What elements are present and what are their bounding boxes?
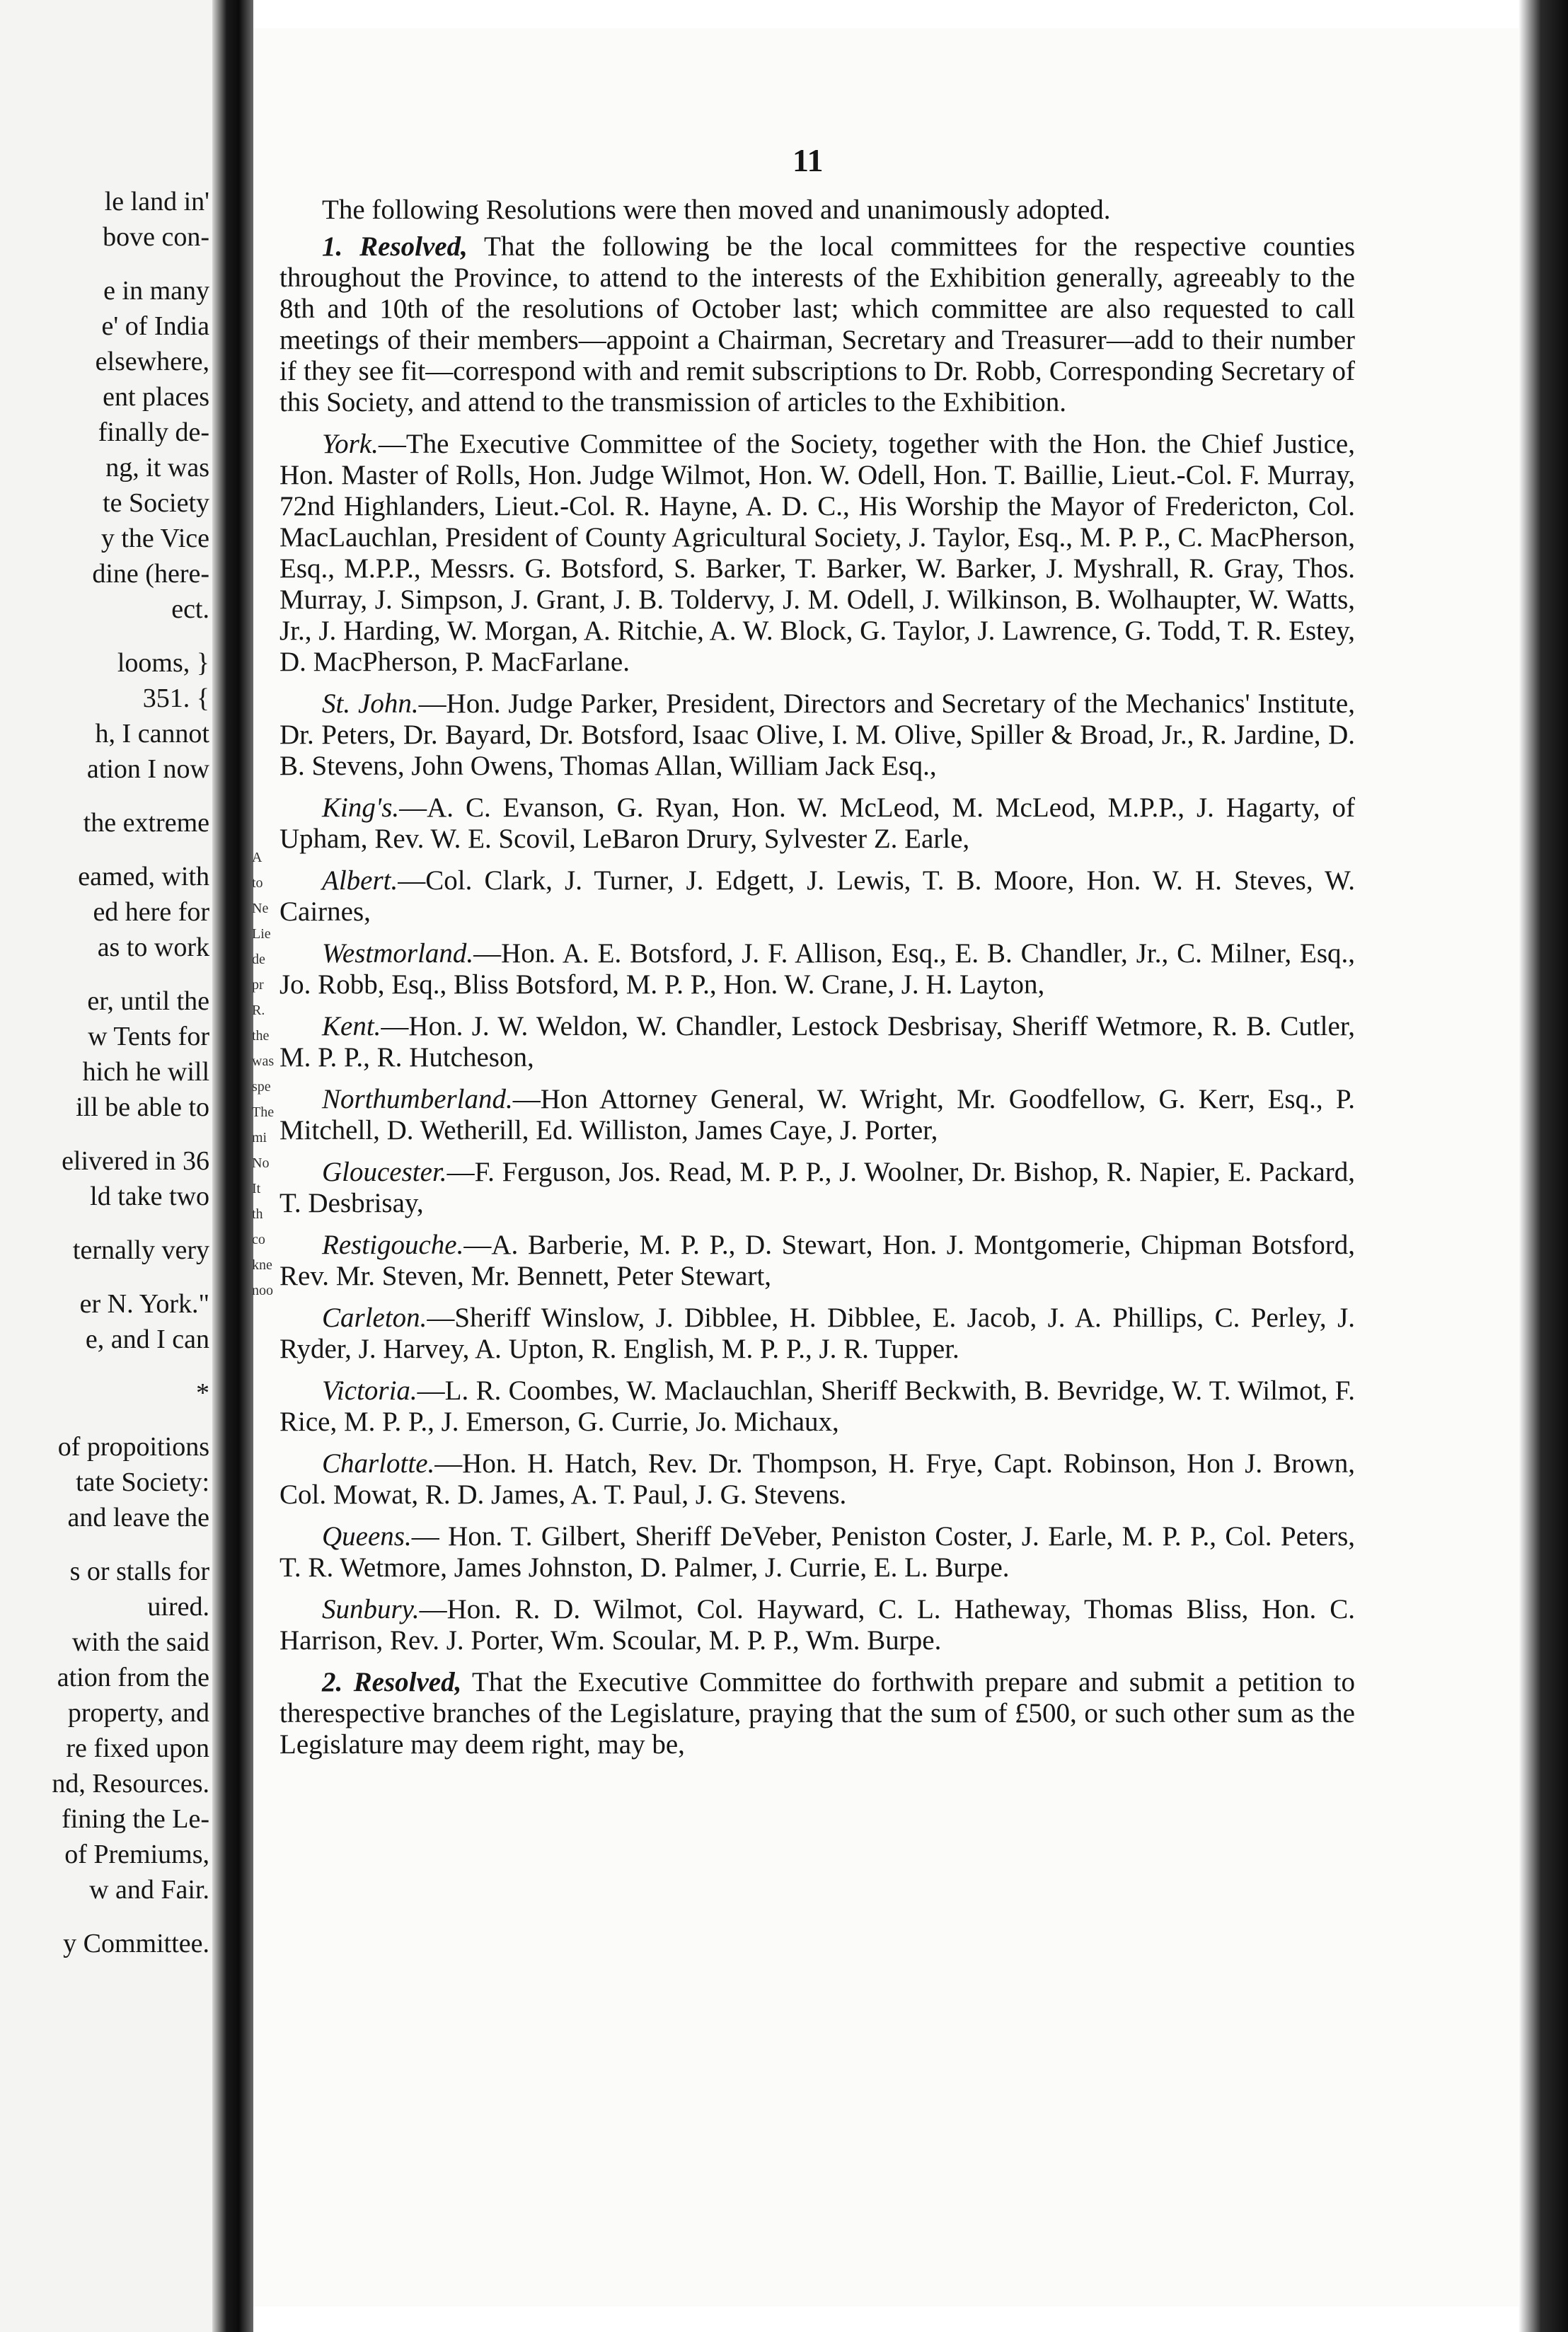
committee-entry — [279, 1375, 1355, 1438]
county-name: York. — [322, 429, 379, 459]
left-page-line: er, until the — [87, 986, 209, 1016]
margin-fragment: spe — [252, 1079, 271, 1095]
left-page-line: elsewhere, — [95, 347, 209, 376]
committee-entry — [279, 1448, 1355, 1511]
left-page-line: ternally very — [72, 1235, 209, 1265]
margin-fragment: noo — [252, 1283, 273, 1298]
committee-members: —A. C. Evanson, G. Ryan, Hon. W. McLeod, M. McLeod, M.P.P., J. Hagarty, of Upham, Rev. W. E. Scovil, LeBaron Drury, Sylvester Z. Earle, — [279, 792, 1355, 854]
left-page-line: 351. { — [142, 683, 209, 713]
left-page-line: eamed, with — [78, 862, 209, 891]
left-page-line: the extreme — [83, 808, 209, 838]
committee-members: —The Executive Committee of the Society, together with the Hon. the Chief Justice, Hon. Master of Rolls, Hon. Judge Wilmot, Hon. W. Odell, Hon. T. Baillie, Lieut.-Col. F. Murray, 72nd Highlanders, Lieut.-Col. R. Hayne, A. D. C., His Worship the Mayor of Fredericton, Col. MacLauchlan, President of County Agricultural Society, J. Taylor, Esq., M. P. P., C. MacPherson, Esq., M.P.P., Messrs. G. Botsford, S. Barker, T. Barker, W. Barker, J. Myshrall, R. Gray, Thos. Murray, J. Simpson, J. Grant, J. B. Toldervy, J. M. Odell, J. Wilkinson, B. Wolhaupter, W. Watts, Jr., J. Harding, W. Morgan, A. Ritchie, A. W. Block, G. Taylor, J. Lawrence, G. Todd, T. R. Estey, D. MacPherson, P. MacFarlane. — [279, 429, 1355, 677]
committee-list — [279, 429, 1355, 1656]
left-page-line: of propoitions — [57, 1432, 209, 1462]
margin-fragment: pr — [252, 977, 264, 993]
left-page-line: of Premiums, — [64, 1840, 209, 1869]
left-page-line: w and Fair. — [89, 1875, 209, 1905]
committee-entry — [279, 1303, 1355, 1365]
left-page-line: e in many — [103, 276, 209, 306]
page-body — [279, 195, 1355, 1771]
book-gutter — [212, 0, 253, 2332]
margin-fragment: Lie — [252, 926, 271, 942]
margin-fragment: A — [252, 850, 263, 865]
county-name: Gloucester. — [322, 1157, 447, 1187]
left-page-line: ect. — [171, 594, 209, 624]
left-page-line: ation from the — [57, 1663, 209, 1692]
left-page-line: ld take two — [90, 1182, 209, 1211]
county-name: Queens. — [322, 1521, 412, 1552]
committee-members: —Hon. Judge Parker, President, Directors and Secretary of the Mechanics' Institute, Dr. Peters, Dr. Bayard, Dr. Botsford, Isaac Olive, I. M. Olive, Spiller & Broad, Jr., R. Jardine, D. B. Stevens, John Owens, Thomas Allan, William Jack Esq., — [279, 688, 1355, 781]
county-name: Westmorland. — [322, 938, 474, 969]
left-page-line: bove con- — [103, 222, 209, 252]
left-page-line: hich he will — [82, 1057, 209, 1087]
committee-members: —Hon. H. Hatch, Rev. Dr. Thompson, H. Frye, Capt. Robinson, Hon J. Brown, Col. Mowat, R. D. James, A. T. Paul, J. G. Stevens. — [279, 1448, 1355, 1510]
committee-members: —F. Ferguson, Jos. Read, M. P. P., J. Woolner, Dr. Bishop, R. Napier, E. Packard, T. Desbrisay, — [279, 1157, 1355, 1218]
county-name: King's. — [322, 792, 400, 823]
left-page-line: with the said — [71, 1627, 209, 1657]
left-page-line: ill be able to — [76, 1092, 209, 1122]
margin-fragment: was — [252, 1054, 275, 1069]
committee-members: —Hon Attorney General, W. Wright, Mr. Goodfellow, G. Kerr, Esq., P. Mitchell, D. Wetherill, Ed. Williston, James Caye, J. Porter, — [279, 1084, 1355, 1145]
left-page-line: * — [196, 1378, 209, 1408]
left-page-line: nd, Resources. — [52, 1769, 209, 1799]
resolution-2-text: That the Executive Committee do forthwith prepare and submit a petition to therespective branches of the Legislature, praying that the sum of £500, or such other sum as the Legislature may deem right, may be, — [279, 1667, 1356, 1760]
committee-entry — [279, 1084, 1355, 1146]
left-page-line: h, I cannot — [95, 719, 209, 749]
left-page-line: le land in' — [104, 187, 209, 217]
left-page-line: ed here for — [93, 897, 209, 927]
left-page-line: er N. York." — [79, 1289, 209, 1319]
left-page-line: property, and — [67, 1698, 209, 1728]
county-name: St. John. — [322, 688, 419, 719]
county-name: Kent. — [322, 1011, 381, 1041]
left-page-line: ng, it was — [105, 453, 209, 483]
committee-members: —Hon. R. D. Wilmot, Col. Hayward, C. L. Hatheway, Thomas Bliss, Hon. C. Harrison, Rev. J. Porter, Wm. Scoular, M. P. P., Wm. Burpe. — [279, 1594, 1355, 1656]
left-page-line: re fixed upon — [66, 1733, 209, 1763]
left-page-line: e, and I can — [85, 1324, 209, 1354]
intro-line: The following Resolutions were then moved and unanimously adopted. — [322, 195, 1111, 225]
left-page-line: y Committee. — [63, 1929, 209, 1958]
left-page-line: s or stalls for — [69, 1557, 209, 1586]
left-page-line: te Society — [103, 488, 209, 518]
margin-fragment: th — [252, 1206, 263, 1222]
left-page-line: ent places — [103, 382, 209, 412]
committee-entry — [279, 1594, 1355, 1656]
margin-fragment: R. — [252, 1003, 265, 1018]
margin-fragment: kne — [252, 1257, 272, 1273]
committee-entry — [279, 1521, 1355, 1583]
left-page-line: ation I now — [86, 754, 209, 784]
committee-members: —L. R. Coombes, W. Maclauchlan, Sheriff Beckwith, B. Bevridge, W. T. Wilmot, F. Rice, M. P. P., J. Emerson, G. Currie, Jo. Michaux, — [279, 1375, 1355, 1437]
county-name: Albert. — [322, 865, 398, 896]
left-page-line: elivered in 36 — [62, 1146, 209, 1176]
left-page-line: e' of India — [101, 311, 209, 341]
committee-members: —Sheriff Winslow, J. Dibblee, H. Dibblee, E. Jacob, J. A. Phillips, C. Perley, J. Ryder, J. Harvey, A. Upton, R. English, M. P. P., J. R. Tupper. — [279, 1303, 1355, 1364]
county-name: Restigouche. — [322, 1230, 464, 1260]
committee-entry — [279, 688, 1355, 782]
resolution-2-label: 2. Resolved, — [322, 1667, 462, 1697]
margin-fragment: co — [252, 1232, 265, 1247]
margin-fragment: No — [252, 1155, 270, 1171]
resolution-1 — [279, 231, 1355, 418]
county-name: Victoria. — [322, 1375, 417, 1406]
county-name: Charlotte. — [322, 1448, 435, 1479]
left-page-line: y the Vice — [100, 524, 209, 553]
margin-fragment: The — [252, 1104, 275, 1120]
committee-entry — [279, 1157, 1355, 1219]
county-name: Northumberland. — [322, 1084, 513, 1114]
committee-entry — [279, 1011, 1355, 1073]
margin-fragment: mi — [252, 1130, 267, 1145]
county-name: Sunbury. — [322, 1594, 420, 1624]
left-page-line: as to work — [97, 933, 209, 962]
committee-entry — [279, 865, 1355, 928]
resolution-1-text: That the following be the local committees for the respective counties throughout the Province, to attend to the interests of the Exhibition generally, agreeably to the 8th and 10th of the resolutions of October last; which committee are also requested to call meetings of their members—appoint a Chairman, Secretary and Treasurer—add to their number if they see fit—correspond with and remit subscriptions to Dr. Robb, Corresponding Secretary of this Society, and attend to the transmission of articles to the Exhibition. — [279, 231, 1355, 417]
committee-members: —A. Barberie, M. P. P., D. Stewart, Hon. J. Montgomerie, Chipman Botsford, Rev. Mr. Steven, Mr. Bennett, Peter Stewart, — [279, 1230, 1355, 1291]
committee-members: —Hon. A. E. Botsford, J. F. Allison, Esq., E. B. Chandler, Jr., C. Milner, Esq., Jo. Robb, Esq., Bliss Botsford, M. P. P., Hon. W. Crane, J. H. Layton, — [279, 938, 1355, 1000]
left-page-line: and leave the — [67, 1503, 209, 1532]
margin-fragment: the — [252, 1028, 270, 1044]
left-page-line: tate Society: — [76, 1467, 209, 1497]
left-page-line: uired. — [147, 1592, 209, 1622]
left-page-line: w Tents for — [88, 1022, 209, 1051]
committee-entry — [279, 938, 1355, 1000]
margin-fragment: to — [252, 875, 263, 891]
left-page-line: looms, } — [117, 648, 209, 678]
committee-members: —Hon. J. W. Weldon, W. Chandler, Lestock Desbrisay, Sheriff Wetmore, R. B. Cutler, M. P. P., R. Hutcheson, — [279, 1011, 1355, 1073]
right-page-edge — [1518, 0, 1568, 2332]
committee-members: — Hon. T. Gilbert, Sheriff DeVeber, Peniston Coster, J. Earle, M. P. P., Col. Peters, T. R. Wetmore, James Johnston, D. Palmer, J. Currie, E. L. Burpe. — [279, 1521, 1355, 1583]
committee-entry — [279, 429, 1355, 678]
margin-fragment: Ne — [252, 901, 269, 916]
page-number: 11 — [792, 142, 824, 178]
resolution-2 — [279, 1667, 1355, 1760]
committee-entry — [279, 1230, 1355, 1292]
county-name: Carleton. — [322, 1303, 427, 1333]
margin-fragment: de — [252, 952, 265, 967]
left-page-line: fining the Le- — [62, 1804, 209, 1834]
left-page-line: dine (here- — [92, 559, 209, 589]
left-page-line: finally de- — [98, 417, 209, 447]
committee-members: —Col. Clark, J. Turner, J. Edgett, J. Lewis, T. B. Moore, Hon. W. H. Steves, W. Cairnes, — [279, 865, 1355, 927]
resolution-1-label: 1. Resolved, — [322, 231, 468, 262]
margin-fragment: It — [252, 1181, 261, 1196]
committee-entry — [279, 792, 1355, 855]
